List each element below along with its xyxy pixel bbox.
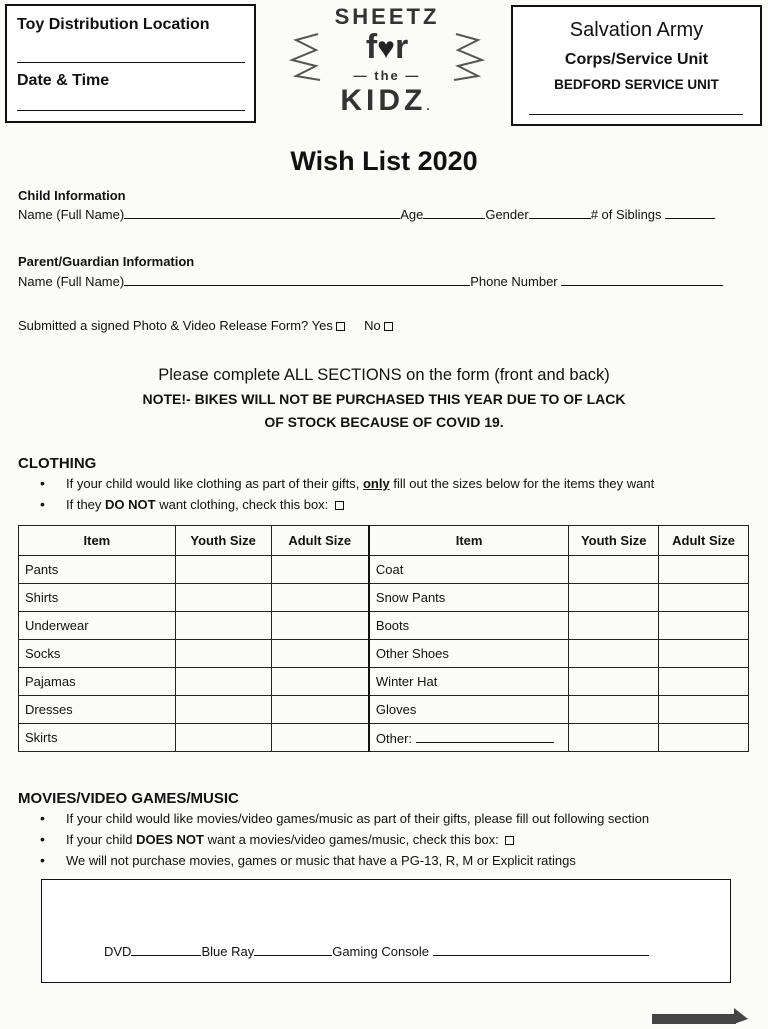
- child-name-field[interactable]: [124, 206, 400, 219]
- col-header-item: Item: [369, 526, 569, 556]
- item-label: Winter Hat: [369, 668, 569, 696]
- youth-size-cell[interactable]: [175, 668, 271, 696]
- adult-size-cell[interactable]: [271, 556, 369, 584]
- datetime-label: Date & Time: [17, 72, 110, 89]
- youth-size-cell[interactable]: [175, 724, 271, 752]
- item-label-other: Other:: [369, 724, 569, 752]
- bikes-notice-line1: NOTE!- BIKES WILL NOT BE PURCHASED THIS YEAR DUE TO OF LACK: [142, 391, 626, 407]
- release-row: [18, 318, 393, 333]
- clothing-heading: CLOTHING: [18, 455, 97, 472]
- youth-size-cell[interactable]: [569, 556, 659, 584]
- adult-size-cell[interactable]: [271, 584, 369, 612]
- adult-size-cell[interactable]: [659, 556, 749, 584]
- media-heading: MOVIES/VIDEO GAMES/MUSIC: [18, 790, 239, 807]
- col-header-item: Item: [19, 526, 176, 556]
- youth-size-cell[interactable]: [569, 724, 659, 752]
- bluray-field[interactable]: [254, 943, 332, 956]
- clothing-size-table: [18, 525, 749, 752]
- youth-size-cell[interactable]: [569, 584, 659, 612]
- release-no-label: No: [364, 318, 381, 333]
- adult-size-cell[interactable]: [271, 668, 369, 696]
- gender-field[interactable]: [529, 206, 591, 219]
- clothing-bullet-2: • If they DO NOT want clothing, check this box:: [18, 494, 654, 515]
- unit-name: BEDFORD SERVICE UNIT: [554, 77, 719, 92]
- item-label: Snow Pants: [369, 584, 569, 612]
- gaming-console-field[interactable]: [433, 943, 649, 956]
- salvation-army-box: [511, 5, 762, 126]
- table-row: [19, 556, 749, 584]
- siblings-field[interactable]: [665, 206, 715, 219]
- adult-size-cell[interactable]: [659, 584, 749, 612]
- no-clothing-checkbox[interactable]: [335, 501, 344, 510]
- col-header-youth-size: Youth Size: [175, 526, 271, 556]
- age-field[interactable]: [423, 206, 485, 219]
- adult-size-cell[interactable]: [659, 612, 749, 640]
- release-question: Submitted a signed Photo & Video Release Form? Yes: [18, 318, 333, 333]
- heart-icon: ♥: [377, 32, 395, 65]
- sheetz-for-the-kidz-logo: [282, 2, 492, 124]
- parent-name-label: Name (Full Name): [18, 274, 125, 289]
- adult-size-cell[interactable]: [271, 640, 369, 668]
- item-label: Pajamas: [19, 668, 176, 696]
- location-label: Toy Distribution Location: [17, 16, 210, 33]
- youth-size-cell[interactable]: [569, 696, 659, 724]
- item-label: Pants: [19, 556, 176, 584]
- media-bullet-2: • If your child DOES NOT want a movies/video games/music, check this box:: [18, 829, 649, 850]
- logo-line-for: f♥r: [365, 28, 409, 66]
- parent-info-row: [18, 273, 723, 289]
- youth-size-cell[interactable]: [175, 640, 271, 668]
- logo-line-the: — the —: [353, 68, 421, 83]
- adult-size-cell[interactable]: [271, 696, 369, 724]
- item-label: Boots: [369, 612, 569, 640]
- youth-size-cell[interactable]: [175, 612, 271, 640]
- item-label: Shirts: [19, 584, 176, 612]
- siblings-label: # of Siblings: [590, 207, 662, 222]
- page-title: Wish List 2020: [290, 146, 478, 176]
- youth-size-cell[interactable]: [569, 668, 659, 696]
- complete-all-notice: Please complete ALL SECTIONS on the form (front and back): [158, 366, 610, 384]
- dvd-label: DVD: [104, 944, 132, 959]
- phone-field[interactable]: [561, 273, 723, 286]
- child-info-row: [18, 206, 715, 222]
- item-label: Underwear: [19, 612, 176, 640]
- clothing-instructions: [18, 473, 654, 515]
- adult-size-cell[interactable]: [659, 724, 749, 752]
- clothing-bullet-1: • If your child would like clothing as part of their gifts, only fill out the sizes below for the items they want: [18, 473, 654, 494]
- item-label: Coat: [369, 556, 569, 584]
- org-name: Salvation Army: [569, 19, 704, 41]
- table-row: [19, 612, 749, 640]
- media-bullet-3: • We will not purchase movies, games or music that have a PG-13, R, M or Explicit ratings: [18, 850, 649, 871]
- media-bullet-1: • If your child would like movies/video games/music as part of their gifts, please fill out following section: [18, 808, 649, 829]
- distribution-info-box: [5, 4, 256, 123]
- youth-size-cell[interactable]: [569, 640, 659, 668]
- media-request-box: [41, 879, 731, 983]
- logo-line-sheetz: SHEETZ: [334, 4, 440, 29]
- datetime-line[interactable]: [17, 110, 245, 111]
- col-header-youth-size: Youth Size: [569, 526, 659, 556]
- other-item-field[interactable]: [416, 730, 554, 743]
- table-row: [19, 724, 749, 752]
- location-line[interactable]: [17, 62, 245, 63]
- col-header-adult-size: Adult Size: [659, 526, 749, 556]
- table-row: [19, 668, 749, 696]
- child-name-label: Name (Full Name): [18, 207, 125, 222]
- adult-size-cell[interactable]: [659, 640, 749, 668]
- media-fields-row: [104, 943, 649, 959]
- phone-label: Phone Number: [470, 274, 558, 289]
- unit-line[interactable]: [529, 114, 743, 115]
- item-label: Gloves: [369, 696, 569, 724]
- unit-label: Corps/Service Unit: [564, 51, 709, 68]
- parent-info-heading: Parent/Guardian Information: [18, 254, 195, 269]
- arrow-right-icon: [652, 1008, 748, 1024]
- adult-size-cell[interactable]: [271, 724, 369, 752]
- bluray-label: Blue Ray: [201, 944, 255, 959]
- table-row: [19, 584, 749, 612]
- youth-size-cell[interactable]: [175, 696, 271, 724]
- no-media-checkbox[interactable]: [505, 836, 514, 845]
- child-info-heading: Child Information: [18, 188, 126, 203]
- gender-label: Gender: [485, 207, 529, 222]
- item-label: Socks: [19, 640, 176, 668]
- dvd-field[interactable]: [131, 943, 201, 956]
- adult-size-cell[interactable]: [659, 668, 749, 696]
- gaming-console-label: Gaming Console: [332, 944, 430, 959]
- parent-name-field[interactable]: [124, 273, 470, 286]
- col-header-adult-size: Adult Size: [271, 526, 369, 556]
- logo-line-kidz: KIDZ.: [340, 84, 434, 117]
- youth-size-cell[interactable]: [175, 556, 271, 584]
- release-yes-checkbox[interactable]: [336, 322, 345, 331]
- age-label: Age: [400, 207, 424, 222]
- table-row: [19, 696, 749, 724]
- bikes-notice-line2: OF STOCK BECAUSE OF COVID 19.: [264, 414, 504, 430]
- release-no-checkbox[interactable]: [384, 322, 393, 331]
- adult-size-cell[interactable]: [271, 612, 369, 640]
- adult-size-cell[interactable]: [659, 696, 749, 724]
- table-header-row: [19, 526, 749, 556]
- item-label: Other Shoes: [369, 640, 569, 668]
- youth-size-cell[interactable]: [175, 584, 271, 612]
- item-label: Dresses: [19, 696, 176, 724]
- media-instructions: [18, 808, 649, 871]
- table-row: [19, 640, 749, 668]
- item-label: Skirts: [19, 724, 176, 752]
- youth-size-cell[interactable]: [569, 612, 659, 640]
